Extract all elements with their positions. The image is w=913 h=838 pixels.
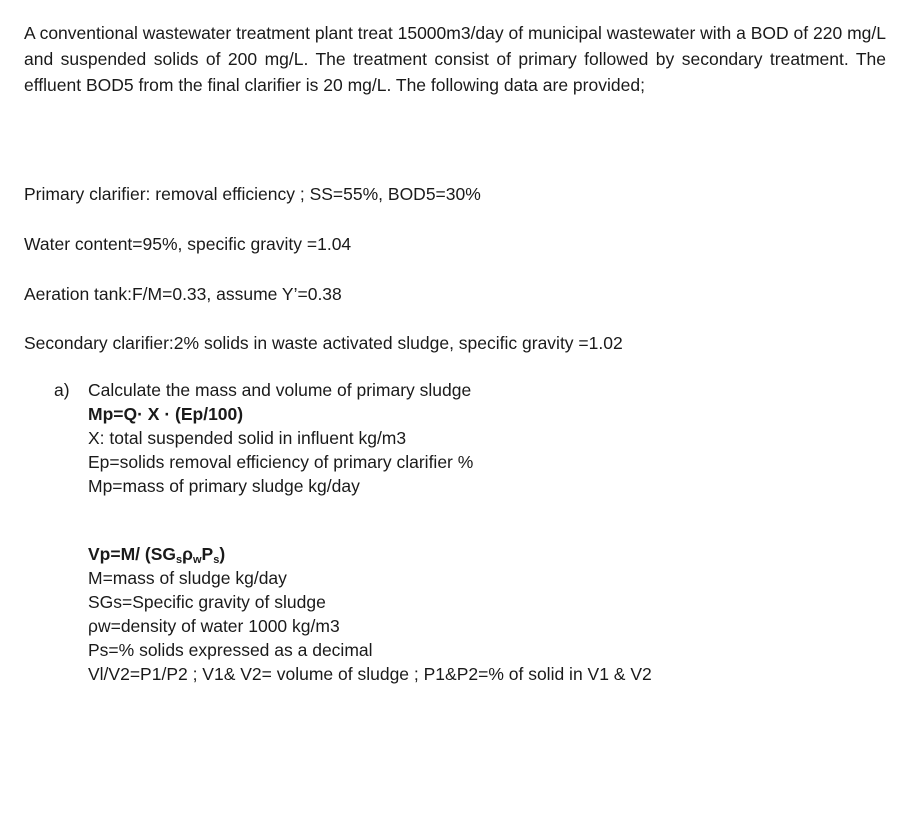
question-a (54, 378, 854, 686)
volume-formula: Vp=M/ $(SG_s\rho_wP_s)$ (88, 544, 226, 566)
volume-definition-rhow: ρw=density of water 1000 kg/m3 (88, 616, 340, 636)
document-page (24, 20, 886, 684)
mass-definition-x: X: total suspended solid in influent kg/m3 (88, 428, 407, 448)
volume-definition-ps: Ps=% solids expressed as a decimal (88, 640, 373, 660)
mass-definition-ep: Ep=solids removal efficiency of primary clarifier % (88, 452, 474, 472)
primary-clarifier-data: Primary clarifier: removal efficiency ; SS=55%, BOD5=30% (24, 184, 481, 204)
volume-ratio-definition: Vl/V2=P1/P2 ; V1& V2= volume of sludge ; P1&P2=% of solid in V1 & V2 (88, 664, 652, 684)
spacer (54, 498, 854, 542)
problem-intro: A conventional wastewater treatment plant treat 15000m3/day of municipal wastewater with a BOD of 220 mg/L and suspended solids of 200 mg/L. The treatment consist of primary followed by secondary treatment. The effluent BOD5 from the final clarifier is 20 mg/L. The following data are provided; (24, 23, 886, 95)
secondary-clarifier-data: Secondary clarifier:2% solids in waste activated sludge, specific gravity =1.02 (24, 333, 623, 353)
question-a-heading (54, 378, 854, 402)
question-a-marker: a) (54, 380, 70, 400)
mass-formula: Mp=Q· X · (Ep/100) (88, 404, 244, 424)
question-a-text: Calculate the mass and volume of primary sludge (88, 380, 472, 400)
volume-definition-sgs: SGs=Specific gravity of sludge (88, 592, 326, 612)
water-content-data: Water content=95%, specific gravity =1.04 (24, 234, 352, 254)
volume-definition-m: M=mass of sludge kg/day (88, 568, 287, 588)
aeration-tank-data: Aeration tank:F/M=0.33, assume Y’=0.38 (24, 284, 342, 304)
mass-definition-mp: Mp=mass of primary sludge kg/day (88, 476, 360, 496)
